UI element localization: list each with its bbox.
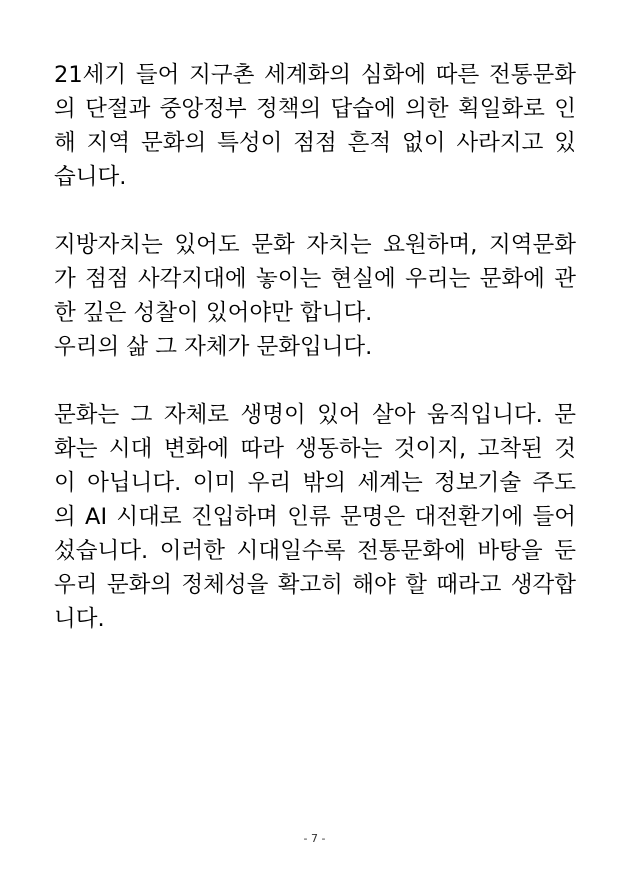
text-line: 한 깊은 성찰이 있어야만 합니다.: [54, 300, 373, 326]
text-line: 우리 문화의 정체성을 확고히 해야 할 때라고 생각합: [54, 572, 576, 598]
text-line: 의 단절과 중앙정부 정책의 답습에 의한 획일화로 인: [54, 96, 576, 122]
text-line: 지방자치는 있어도 문화 자치는 요원하며, 지역문화: [54, 232, 576, 258]
text-line: 섰습니다. 이러한 시대일수록 전통문화에 바탕을 둔: [54, 538, 576, 564]
text-line: 의 AI 시대로 진입하며 인류 문명은 대전환기에 들어: [54, 504, 576, 530]
text-line: 니다.: [54, 606, 105, 632]
text-line: 화는 시대 변화에 따라 생동하는 것이지, 고착된 것: [54, 436, 576, 462]
text-line: 해 지역 문화의 특성이 점점 흔적 없이 사라지고 있: [54, 130, 576, 156]
text-line: 문화는 그 자체로 생명이 있어 살아 움직입니다. 문: [54, 402, 576, 428]
text-line: 습니다.: [54, 164, 127, 190]
text-line: 21세기 들어 지구촌 세계화의 심화에 따른 전통문화: [54, 62, 576, 88]
page-number: - 7 -: [303, 832, 326, 845]
text-line: 가 점점 사각지대에 놓이는 현실에 우리는 문화에 관: [54, 266, 576, 292]
text-line: 우리의 삶 그 자체가 문화입니다.: [54, 334, 373, 360]
text-line: 이 아닙니다. 이미 우리 밖의 세계는 정보기술 주도: [54, 470, 576, 496]
